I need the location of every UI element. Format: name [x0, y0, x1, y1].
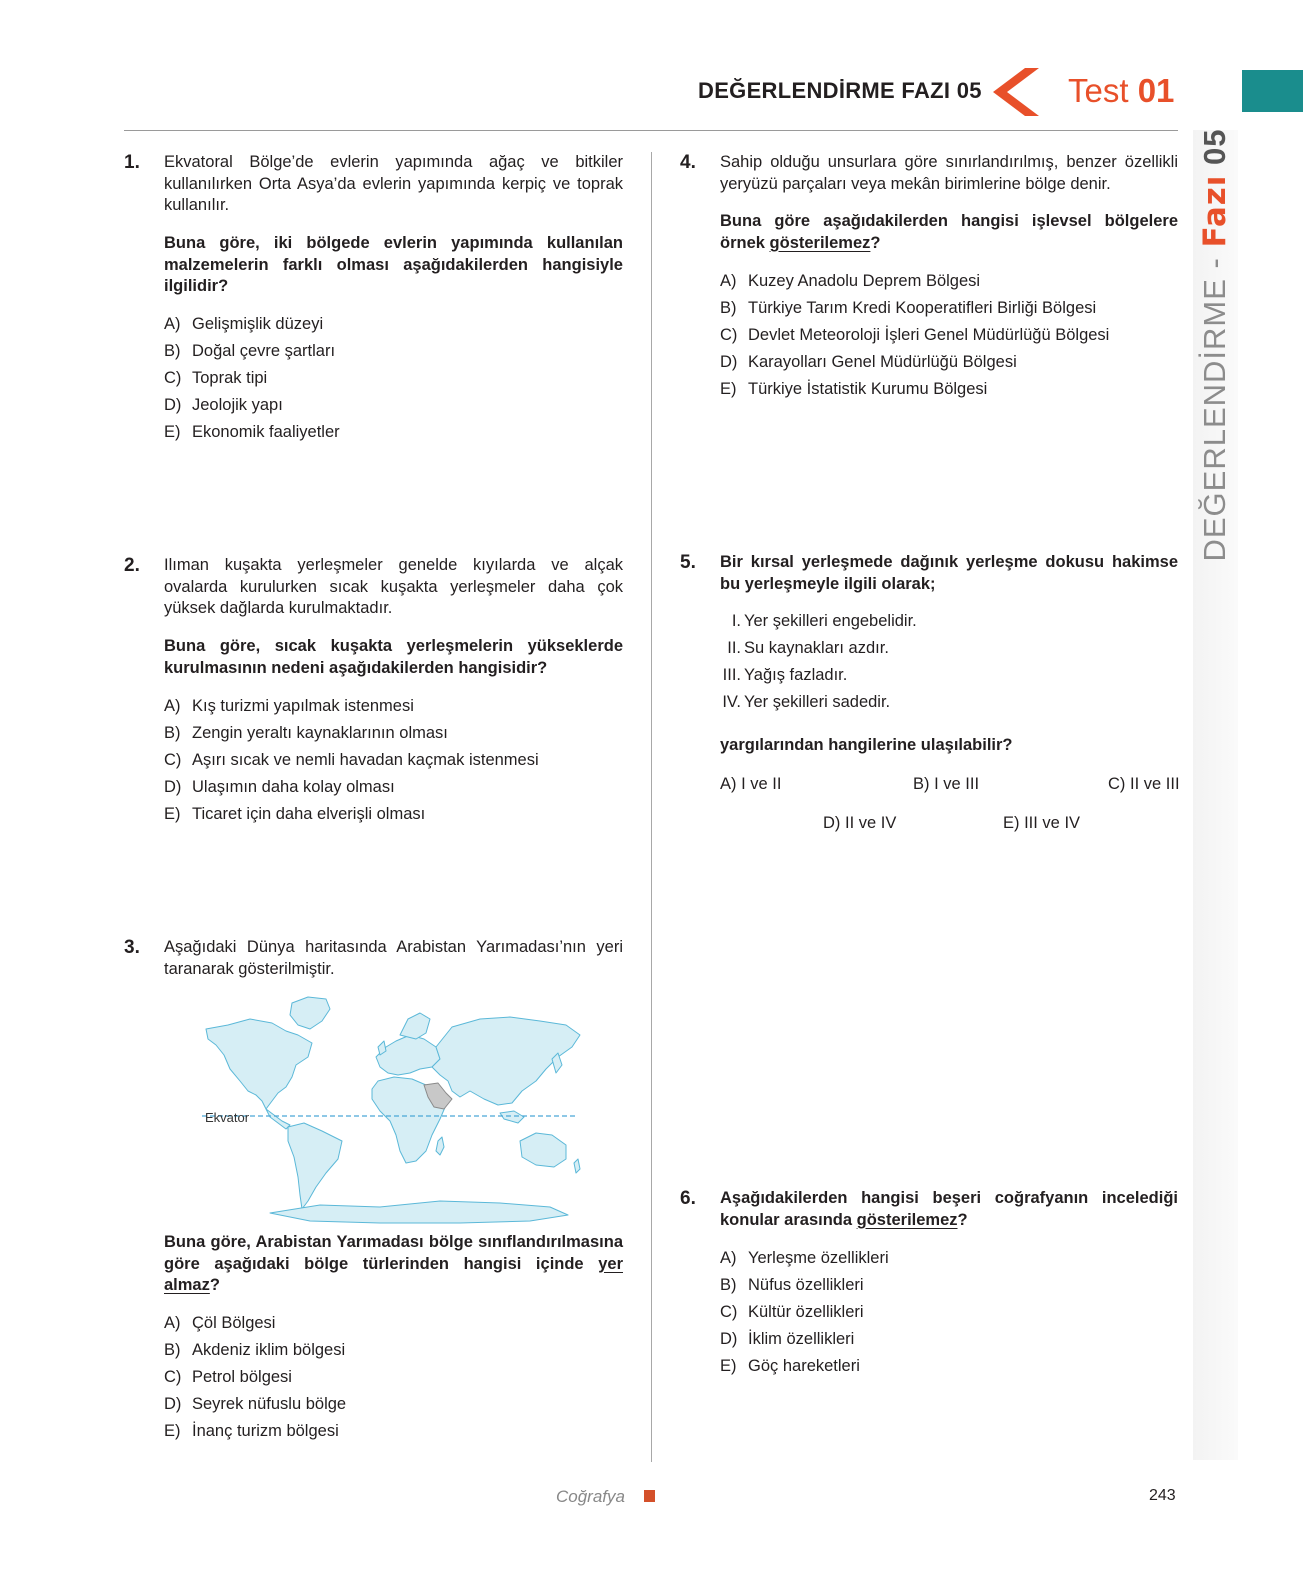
- option-b[interactable]: [720, 1272, 889, 1299]
- test-word: Test: [1068, 72, 1129, 109]
- statement-ii: [715, 635, 917, 662]
- option-letter: A): [164, 697, 181, 715]
- option-text: Kültür özellikleri: [748, 1303, 864, 1321]
- option-d[interactable]: [164, 1391, 346, 1418]
- option-text: Nüfus özellikleri: [748, 1276, 864, 1294]
- option-text: III ve IV: [1024, 814, 1081, 832]
- option-d[interactable]: [720, 349, 1109, 376]
- option-b[interactable]: [164, 338, 340, 365]
- question-2-text: Ilıman kuşakta yerleşmeler genelde kıyılarda ve alçak ovalarda kurulurken sıcak kuşakta yerleşmeler daha çok yüksek dağlarda kurulmaktadır.: [164, 556, 623, 617]
- statement-iv: [715, 689, 917, 716]
- stem-text: Aşağıdakilerden hangisi beşeri coğrafyanın incelediği konular arasında: [720, 1189, 1178, 1229]
- option-d[interactable]: [720, 1326, 889, 1353]
- equator-label: Ekvator: [205, 1110, 250, 1125]
- new-zealand-shape: [574, 1159, 580, 1173]
- question-4-stem: [720, 211, 1178, 254]
- question-6-options: [720, 1245, 889, 1380]
- option-e[interactable]: [720, 376, 1109, 403]
- option-b[interactable]: [164, 1337, 346, 1364]
- option-letter: B): [913, 775, 930, 793]
- question-3-number: 3.: [124, 937, 140, 958]
- option-letter: A): [720, 272, 737, 290]
- option-letter: E): [164, 423, 181, 441]
- option-letter: A): [720, 1249, 737, 1267]
- australia-shape: [520, 1133, 566, 1167]
- option-text: Türkiye İstatistik Kurumu Bölgesi: [748, 380, 988, 398]
- option-e[interactable]: [1003, 810, 1080, 837]
- option-text: İklim özellikleri: [748, 1330, 855, 1348]
- test-number: 01: [1137, 72, 1175, 109]
- option-text: Kuzey Anadolu Deprem Bölgesi: [748, 272, 981, 290]
- option-letter: E): [720, 380, 737, 398]
- statement-i: [715, 608, 917, 635]
- europe-shape: [376, 1035, 440, 1075]
- option-d[interactable]: [164, 392, 340, 419]
- option-letter: B): [164, 724, 181, 742]
- option-letter: D): [164, 778, 182, 796]
- question-2-number: 2.: [124, 555, 140, 576]
- option-letter: B): [164, 342, 181, 360]
- antarctica-shape: [270, 1201, 568, 1223]
- option-b[interactable]: [720, 295, 1109, 322]
- option-text: I ve III: [934, 775, 980, 793]
- option-text: Ulaşımın daha kolay olması: [192, 778, 395, 796]
- option-text: II ve III: [1130, 775, 1180, 793]
- stem-emphasis: gösterilemez: [856, 1210, 958, 1229]
- question-1-options: [164, 311, 340, 446]
- option-letter: C): [164, 369, 182, 387]
- option-c[interactable]: [1108, 771, 1180, 798]
- statement-numeral: II.: [727, 639, 741, 657]
- question-6-number: 6.: [680, 1188, 696, 1209]
- chevron-left-icon: [993, 68, 1039, 116]
- question-5-number: 5.: [680, 552, 696, 573]
- question-4-number: 4.: [680, 152, 696, 173]
- option-letter: A): [720, 775, 737, 793]
- option-c[interactable]: [164, 747, 539, 774]
- option-letter: A): [164, 315, 181, 333]
- scandinavia-shape: [400, 1013, 430, 1039]
- madagascar-shape: [436, 1137, 444, 1155]
- question-3-stem: [164, 1232, 623, 1297]
- option-letter: E): [720, 1357, 737, 1375]
- question-1-number: 1.: [124, 152, 140, 173]
- question-5-statements: [715, 608, 917, 716]
- option-c[interactable]: [720, 1299, 889, 1326]
- column-divider: [651, 152, 652, 1462]
- option-text: Zengin yeraltı kaynaklarının olması: [192, 724, 448, 742]
- option-letter: D): [164, 396, 182, 414]
- option-a[interactable]: [164, 693, 539, 720]
- footer-square-icon: [644, 1490, 655, 1502]
- option-text: Doğal çevre şartları: [192, 342, 336, 360]
- statement-text: Yer şekilleri sadedir.: [744, 693, 891, 711]
- option-letter: C): [164, 1368, 182, 1386]
- option-text: Çöl Bölgesi: [192, 1314, 276, 1332]
- footer-subject: Coğrafya: [556, 1487, 625, 1506]
- option-text: Karayolları Genel Müdürlüğü Bölgesi: [748, 353, 1017, 371]
- question-2-stem: Buna göre, sıcak kuşakta yerleşmelerin yükseklerde kurulmasının nedeni aşağıdakilerden hangisidir?: [164, 637, 623, 677]
- option-text: İnanç turizm bölgesi: [192, 1422, 339, 1440]
- option-a[interactable]: [720, 771, 781, 798]
- option-text: Devlet Meteoroloji İşleri Genel Müdürlüğü Bölgesi: [748, 326, 1110, 344]
- teal-corner-tab: [1242, 70, 1303, 112]
- option-letter: A): [164, 1314, 181, 1332]
- stem-text: Buna göre aşağıdakilerden hangisi işlevsel bölgelere örnek: [720, 212, 1178, 252]
- statement-text: Su kaynakları azdır.: [744, 639, 889, 657]
- option-d[interactable]: [823, 810, 896, 837]
- option-c[interactable]: [164, 1364, 346, 1391]
- option-b[interactable]: [913, 771, 979, 798]
- question-4-options: [720, 268, 1109, 403]
- statement-iii: [715, 662, 917, 689]
- option-letter: C): [1108, 775, 1126, 793]
- option-e[interactable]: [164, 801, 539, 828]
- option-letter: D): [720, 1330, 738, 1348]
- option-letter: D): [823, 814, 841, 832]
- stem-end: ?: [957, 1210, 968, 1229]
- central-america-shape: [266, 1109, 290, 1129]
- statement-numeral: I.: [731, 612, 741, 630]
- option-text: Aşırı sıcak ve nemli havadan kaçmak istenmesi: [192, 751, 539, 769]
- option-text: Seyrek nüfuslu bölge: [192, 1395, 347, 1413]
- stem-text: Buna göre, Arabistan Yarımadası bölge sınıflandırılmasına göre aşağıdaki bölge türlerinden hangisi içinde: [164, 1233, 623, 1273]
- option-text: Göç hareketleri: [748, 1357, 860, 1375]
- page-number: 243: [1149, 1487, 1176, 1504]
- side-vertical-title: [1197, 128, 1233, 561]
- test-label: [1068, 72, 1174, 110]
- question-2-options: [164, 693, 539, 828]
- option-letter: E): [1003, 814, 1020, 832]
- option-text: Petrol bölgesi: [192, 1368, 292, 1386]
- option-letter: E): [164, 1422, 181, 1440]
- option-letter: B): [720, 1276, 737, 1294]
- indonesia-shape: [500, 1111, 524, 1123]
- question-5-stem: Bir kırsal yerleşmede dağınık yerleşme dokusu hakimse bu yerleşmeyle ilgili olarak;: [720, 553, 1178, 593]
- stem-emphasis: gösterilemez: [769, 233, 871, 252]
- option-text: Kış turizmi yapılmak istenmesi: [192, 697, 414, 715]
- option-letter: D): [720, 353, 738, 371]
- option-a[interactable]: [720, 1245, 889, 1272]
- stem-emphasis: yer almaz: [164, 1254, 623, 1294]
- question-6-stem: [720, 1188, 1178, 1231]
- option-a[interactable]: [164, 311, 340, 338]
- option-c[interactable]: [720, 322, 1109, 349]
- option-a[interactable]: [720, 268, 1109, 295]
- option-b[interactable]: [164, 720, 539, 747]
- option-text: I ve II: [741, 775, 782, 793]
- option-letter: C): [164, 751, 182, 769]
- option-e[interactable]: [164, 1418, 346, 1445]
- option-text: Gelişmişlik düzeyi: [192, 315, 324, 333]
- question-3-text: Aşağıdaki Dünya haritasında Arabistan Yarımadası’nın yeri taranarak gösterilmiştir.: [164, 938, 623, 978]
- world-map: [200, 995, 590, 1230]
- question-1-text: Ekvatoral Bölge’de evlerin yapımında ağaç ve bitkiler kullanılırken Orta Asya’da evlerin yapımında kerpiç ve toprak kullanılır.: [164, 153, 623, 214]
- side-fazi-logo: Fazı: [1197, 174, 1233, 248]
- question-3-options: [164, 1310, 346, 1445]
- option-d[interactable]: [164, 774, 539, 801]
- option-text: Ekonomik faaliyetler: [192, 423, 340, 441]
- option-text: Ticaret için daha elverişli olması: [192, 805, 426, 823]
- option-text: Jeolojik yapı: [192, 396, 283, 414]
- stem-end: ?: [209, 1276, 220, 1294]
- option-c[interactable]: [164, 365, 340, 392]
- option-e[interactable]: [720, 1353, 889, 1380]
- statement-text: Yağış fazladır.: [744, 666, 848, 684]
- statement-numeral: III.: [722, 666, 741, 684]
- option-letter: D): [164, 1395, 182, 1413]
- statement-numeral: IV.: [722, 693, 741, 711]
- test-title: DEĞERLENDİRME FAZI 05: [698, 78, 982, 103]
- stem-end: ?: [870, 233, 881, 252]
- option-letter: C): [720, 326, 738, 344]
- south-america-shape: [288, 1123, 342, 1209]
- north-america-shape: [206, 1019, 312, 1109]
- question-5-question: yargılarından hangilerine ulaşılabilir?: [720, 736, 1013, 754]
- option-letter: B): [164, 1341, 181, 1359]
- question-4-text: Sahip olduğu unsurlara göre sınırlandırılmış, benzer özellikli yeryüzü parçaları veya mekân birimlerine bölge denir.: [720, 153, 1178, 193]
- greenland-shape: [290, 997, 330, 1029]
- side-number: 05: [1197, 128, 1232, 165]
- option-text: Toprak tipi: [192, 369, 268, 387]
- option-text: Akdeniz iklim bölgesi: [192, 1341, 346, 1359]
- option-a[interactable]: [164, 1310, 346, 1337]
- option-text: II ve IV: [845, 814, 897, 832]
- option-letter: E): [164, 805, 181, 823]
- side-prefix: DEĞERLENDİRME -: [1197, 247, 1232, 562]
- statement-text: Yer şekilleri engebelidir.: [744, 612, 917, 630]
- question-1-stem: Buna göre, iki bölgede evlerin yapımında kullanılan malzemelerin farklı olması aşağıdakilerden hangisiyle ilgilidir?: [164, 234, 623, 295]
- option-letter: B): [720, 299, 737, 317]
- option-text: Türkiye Tarım Kredi Kooperatifleri Birliği Bölgesi: [748, 299, 1097, 317]
- option-text: Yerleşme özellikleri: [748, 1249, 889, 1267]
- option-letter: C): [720, 1303, 738, 1321]
- header-divider: [124, 130, 1178, 131]
- option-e[interactable]: [164, 419, 340, 446]
